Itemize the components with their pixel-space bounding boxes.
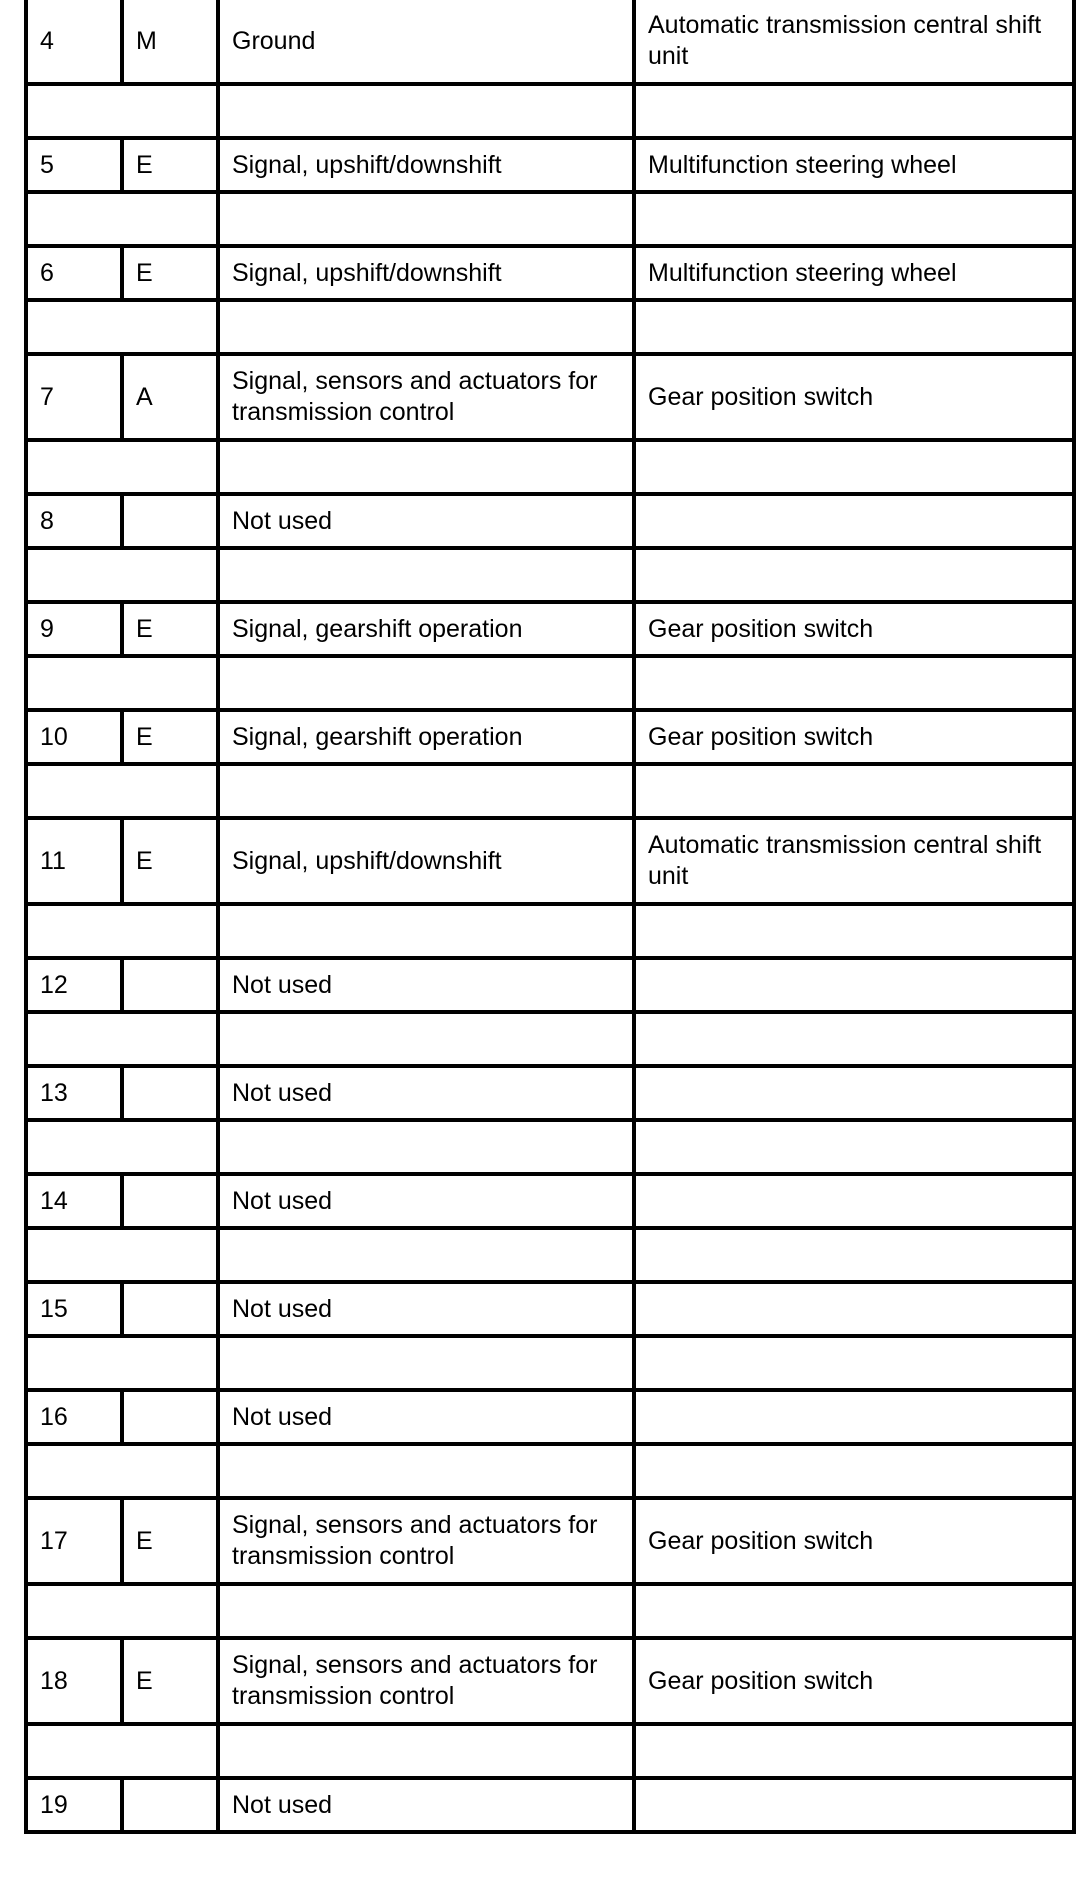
table-row <box>26 354 1074 440</box>
function-cell: Not used <box>218 958 634 1012</box>
function-cell: Signal, upshift/downshift <box>218 138 634 192</box>
pin-number-cell: 12 <box>26 958 122 1012</box>
spacer-cell <box>634 764 1074 818</box>
signal-type-cell <box>122 1066 218 1120</box>
spacer-cell <box>634 548 1074 602</box>
spacer-row <box>26 440 1074 494</box>
component-cell <box>634 958 1074 1012</box>
pin-number-cell: 9 <box>26 602 122 656</box>
component-cell <box>634 1174 1074 1228</box>
pin-number-cell: 18 <box>26 1638 122 1724</box>
spacer-row <box>26 1012 1074 1066</box>
table-row <box>26 1174 1074 1228</box>
spacer-cell <box>634 440 1074 494</box>
pin-number-cell: 4 <box>26 0 122 84</box>
component-cell: Automatic transmission central shift unit <box>634 0 1074 84</box>
function-cell: Not used <box>218 1282 634 1336</box>
spacer-cell <box>26 440 218 494</box>
pin-number-cell: 10 <box>26 710 122 764</box>
spacer-row <box>26 1120 1074 1174</box>
spacer-cell <box>634 1724 1074 1778</box>
signal-type-cell: M <box>122 0 218 84</box>
spacer-cell <box>634 1584 1074 1638</box>
spacer-row <box>26 1584 1074 1638</box>
pin-number-cell: 8 <box>26 494 122 548</box>
table-row <box>26 958 1074 1012</box>
spacer-cell <box>634 1228 1074 1282</box>
signal-type-cell: E <box>122 246 218 300</box>
spacer-cell <box>634 1336 1074 1390</box>
table-row <box>26 1066 1074 1120</box>
pin-number-cell: 11 <box>26 818 122 904</box>
spacer-cell <box>26 1012 218 1066</box>
function-cell: Signal, upshift/downshift <box>218 246 634 300</box>
spacer-cell <box>218 1120 634 1174</box>
spacer-cell <box>634 192 1074 246</box>
component-cell: Gear position switch <box>634 710 1074 764</box>
table-row <box>26 138 1074 192</box>
spacer-row <box>26 904 1074 958</box>
pin-number-cell: 13 <box>26 1066 122 1120</box>
spacer-cell <box>26 84 218 138</box>
spacer-row <box>26 1228 1074 1282</box>
signal-type-cell <box>122 1390 218 1444</box>
spacer-cell <box>26 1336 218 1390</box>
pin-number-cell: 14 <box>26 1174 122 1228</box>
spacer-cell <box>218 300 634 354</box>
spacer-cell <box>218 1012 634 1066</box>
pin-number-cell: 19 <box>26 1778 122 1832</box>
spacer-row <box>26 1444 1074 1498</box>
spacer-cell <box>218 1584 634 1638</box>
spacer-cell <box>218 1724 634 1778</box>
spacer-cell <box>218 1228 634 1282</box>
spacer-cell <box>634 1444 1074 1498</box>
spacer-row <box>26 84 1074 138</box>
component-cell: Automatic transmission central shift unit <box>634 818 1074 904</box>
spacer-cell <box>218 84 634 138</box>
function-cell: Signal, sensors and actuators for transmission control <box>218 1638 634 1724</box>
spacer-row <box>26 1724 1074 1778</box>
spacer-cell <box>26 1120 218 1174</box>
function-cell: Signal, sensors and actuators for transmission control <box>218 1498 634 1584</box>
function-cell: Signal, sensors and actuators for transmission control <box>218 354 634 440</box>
table-row <box>26 1638 1074 1724</box>
table-row <box>26 602 1074 656</box>
spacer-cell <box>218 548 634 602</box>
pin-number-cell: 6 <box>26 246 122 300</box>
spacer-cell <box>634 84 1074 138</box>
table-row <box>26 246 1074 300</box>
spacer-cell <box>634 1012 1074 1066</box>
signal-type-cell: E <box>122 602 218 656</box>
signal-type-cell <box>122 1778 218 1832</box>
spacer-cell <box>634 1120 1074 1174</box>
table-row <box>26 710 1074 764</box>
table-row <box>26 1498 1074 1584</box>
table-row <box>26 1282 1074 1336</box>
spacer-cell <box>218 1336 634 1390</box>
spacer-cell <box>26 764 218 818</box>
function-cell: Signal, upshift/downshift <box>218 818 634 904</box>
pin-table-body <box>26 0 1074 1832</box>
table-row <box>26 0 1074 84</box>
spacer-cell <box>218 764 634 818</box>
spacer-row <box>26 548 1074 602</box>
spacer-cell <box>26 192 218 246</box>
signal-type-cell: A <box>122 354 218 440</box>
table-row <box>26 494 1074 548</box>
table-row <box>26 1778 1074 1832</box>
spacer-cell <box>218 904 634 958</box>
component-cell <box>634 1066 1074 1120</box>
signal-type-cell: E <box>122 138 218 192</box>
component-cell: Gear position switch <box>634 354 1074 440</box>
spacer-cell <box>26 300 218 354</box>
signal-type-cell <box>122 1174 218 1228</box>
spacer-cell <box>634 300 1074 354</box>
function-cell: Signal, gearshift operation <box>218 710 634 764</box>
pin-number-cell: 17 <box>26 1498 122 1584</box>
spacer-cell <box>634 656 1074 710</box>
spacer-cell <box>218 656 634 710</box>
spacer-cell <box>218 192 634 246</box>
spacer-row <box>26 656 1074 710</box>
function-cell: Ground <box>218 0 634 84</box>
component-cell: Gear position switch <box>634 1498 1074 1584</box>
spacer-cell <box>26 1444 218 1498</box>
component-cell: Multifunction steering wheel <box>634 246 1074 300</box>
table-row <box>26 1390 1074 1444</box>
function-cell: Not used <box>218 1066 634 1120</box>
signal-type-cell <box>122 1282 218 1336</box>
pin-number-cell: 16 <box>26 1390 122 1444</box>
spacer-cell <box>26 656 218 710</box>
spacer-cell <box>26 1228 218 1282</box>
component-cell: Multifunction steering wheel <box>634 138 1074 192</box>
pin-number-cell: 5 <box>26 138 122 192</box>
spacer-row <box>26 300 1074 354</box>
spacer-cell <box>634 904 1074 958</box>
pin-number-cell: 15 <box>26 1282 122 1336</box>
pin-assignment-table <box>24 0 1076 1834</box>
function-cell: Not used <box>218 1174 634 1228</box>
function-cell: Not used <box>218 494 634 548</box>
spacer-cell <box>26 904 218 958</box>
signal-type-cell: E <box>122 710 218 764</box>
function-cell: Not used <box>218 1778 634 1832</box>
spacer-cell <box>218 1444 634 1498</box>
component-cell <box>634 1390 1074 1444</box>
component-cell <box>634 1282 1074 1336</box>
signal-type-cell <box>122 494 218 548</box>
component-cell: Gear position switch <box>634 1638 1074 1724</box>
signal-type-cell: E <box>122 1638 218 1724</box>
spacer-row <box>26 192 1074 246</box>
spacer-cell <box>218 440 634 494</box>
signal-type-cell: E <box>122 818 218 904</box>
spacer-cell <box>26 1724 218 1778</box>
component-cell <box>634 494 1074 548</box>
function-cell: Not used <box>218 1390 634 1444</box>
spacer-cell <box>26 548 218 602</box>
component-cell: Gear position switch <box>634 602 1074 656</box>
component-cell <box>634 1778 1074 1832</box>
spacer-row <box>26 1336 1074 1390</box>
signal-type-cell: E <box>122 1498 218 1584</box>
spacer-row <box>26 764 1074 818</box>
function-cell: Signal, gearshift operation <box>218 602 634 656</box>
signal-type-cell <box>122 958 218 1012</box>
spacer-cell <box>26 1584 218 1638</box>
table-row <box>26 818 1074 904</box>
pin-number-cell: 7 <box>26 354 122 440</box>
